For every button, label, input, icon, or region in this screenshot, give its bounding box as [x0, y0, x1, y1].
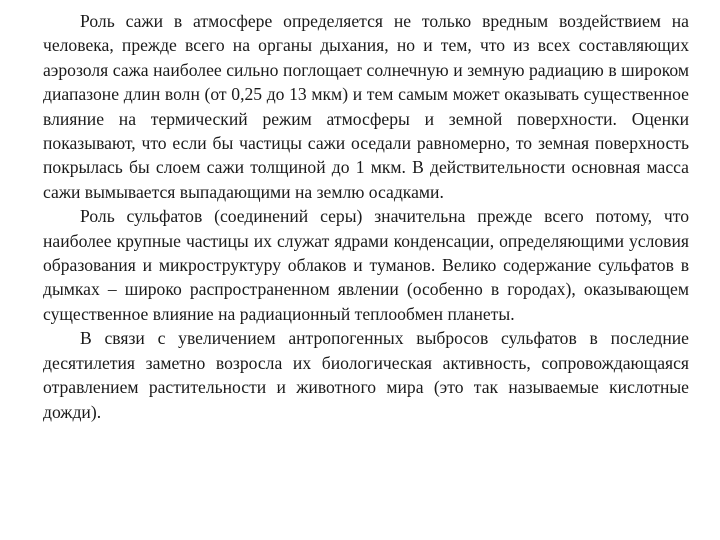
paragraph-acid-rain: В связи с увеличением антропогенных выбросов сульфатов в последние десятилетия заметно возросла их биологическая активность, сопровождающаяся отравлением растительности и животного мира (это так называемые кислотные дожди).	[43, 328, 689, 422]
paragraph-soot-role: Роль сажи в атмосфере определяется не только вредным воздействием на человека, прежде всего на органы дыхания, но и тем, что из всех составляющих аэрозоля сажа наиболее сильно поглощает солнечную и земную радиацию в широком диапазоне длин волн (от 0,25 до 13 мкм) и тем самым может оказывать существенное влияние на термический режим атмосферы и земной поверхности. Оценки показывают, что если бы частицы сажи оседали равномерно, то земная поверхность покрылась бы слоем сажи толщиной до 1 мкм. В действительности основная масса сажи вымывается выпадающими на землю осадками.	[43, 11, 689, 202]
document-page	[43, 9, 689, 424]
paragraph-sulfates-role: Роль сульфатов (соединений серы) значительна прежде всего потому, что наиболее крупные частицы их служат ядрами конденсации, определяющими условия образования и микроструктуру облаков и туманов. Велико содержание сульфатов в дымках – широко распространенном явлении (особенно в городах), оказывающем существенное влияние на радиационный теплообмен планеты.	[43, 206, 689, 324]
